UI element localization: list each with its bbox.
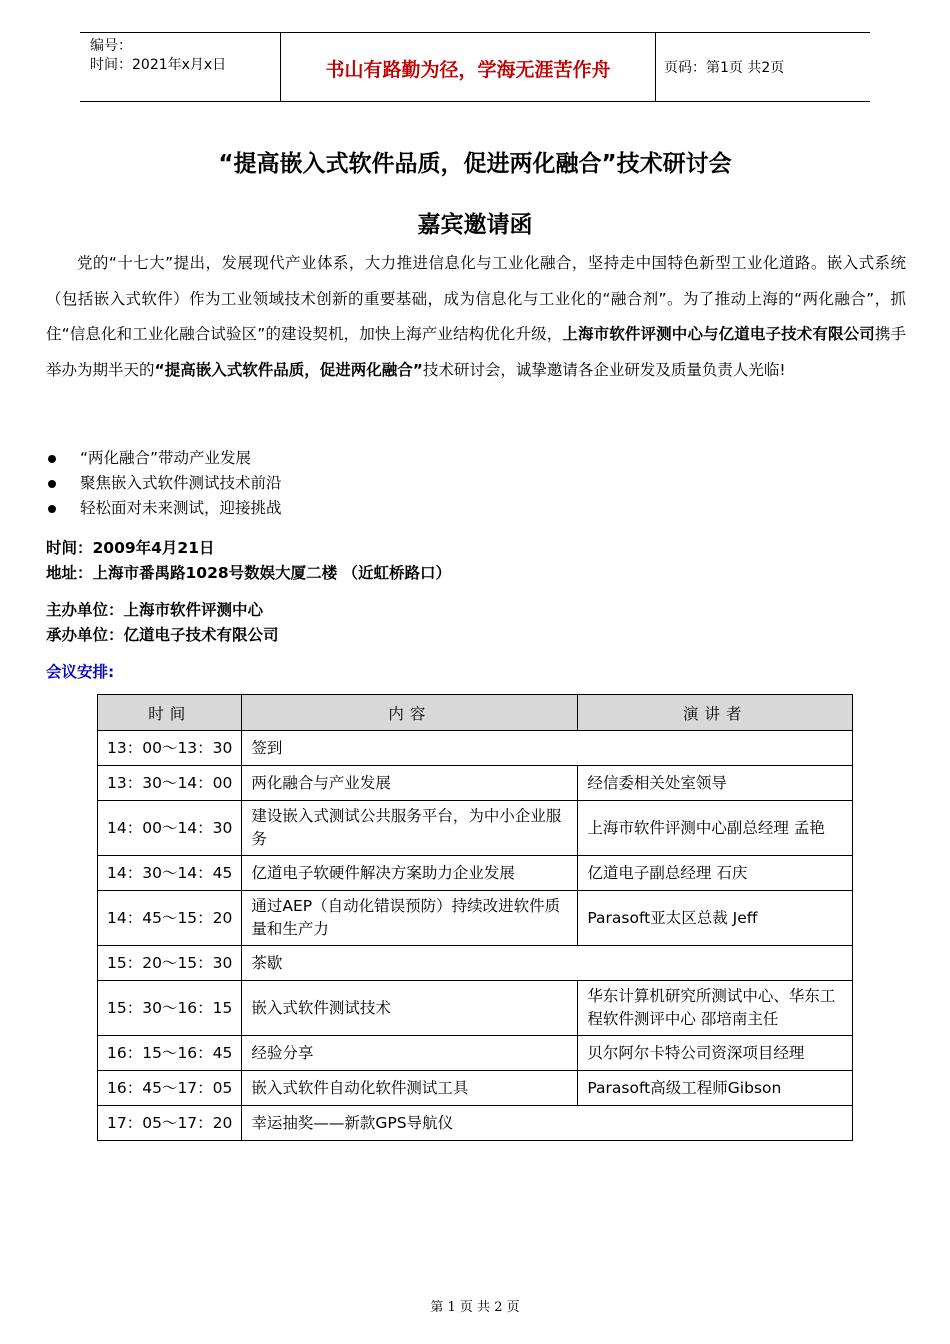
row-time: 16：45～17：05	[98, 1071, 242, 1106]
page-footer: 第 1 页 共 2 页	[430, 1300, 520, 1315]
header-page-info: 页码：第1页 共2页	[664, 60, 785, 76]
table-header-row	[98, 695, 853, 731]
row-time: 13：00～13：30	[98, 731, 242, 766]
table-row	[98, 801, 853, 856]
table-row	[98, 891, 853, 946]
list-item: 轻松面对未来测试，迎接挑战	[46, 496, 282, 521]
table-row	[98, 766, 853, 801]
intro-text-2: 携手举办为期半天的	[46, 325, 906, 379]
row-time: 14：00～14：30	[98, 801, 242, 856]
row-time: 13：30～14：00	[98, 766, 242, 801]
row-speaker: 贝尔阿尔卡特公司资深项目经理	[578, 1036, 853, 1071]
row-speaker: Parasoft高级工程师Gibson	[578, 1071, 853, 1106]
row-time: 14：30～14：45	[98, 856, 242, 891]
row-content: 幸运抽奖——新款GPS导航仪	[242, 1106, 853, 1141]
number-label: 编号：	[90, 38, 132, 54]
event-address: 地址：上海市番禺路1028号数娱大厦二楼 （近虹桥路口）	[46, 564, 452, 582]
event-time: 时间：2009年4月21日	[46, 539, 215, 557]
row-content: 建设嵌入式测试公共服务平台，为中小企业服务	[242, 801, 578, 856]
agenda-heading: 会议安排:	[46, 663, 115, 681]
row-time: 17：05～17：20	[98, 1106, 242, 1141]
document-header	[80, 32, 870, 102]
table-row	[98, 946, 853, 981]
row-speaker: 华东计算机研究所测试中心、华东工程软件测评中心 邵培南主任	[578, 981, 853, 1036]
header-motto: 书山有路勤为径，学海无涯苦作舟	[325, 59, 611, 81]
main-title: “提高嵌入式软件品质，促进两化融合”技术研讨会	[218, 151, 732, 177]
date-label: 时间：2021年x月x日	[90, 57, 227, 73]
highlights-list	[46, 446, 282, 521]
table-row	[98, 981, 853, 1036]
column-header-speaker: 演讲者	[578, 695, 853, 731]
row-content: 两化融合与产业发展	[242, 766, 578, 801]
header-divider	[655, 33, 656, 101]
row-time: 15：20～15：30	[98, 946, 242, 981]
row-content: 嵌入式软件测试技术	[242, 981, 578, 1036]
row-content: 签到	[242, 731, 853, 766]
row-content: 嵌入式软件自动化软件测试工具	[242, 1071, 578, 1106]
list-item: 聚焦嵌入式软件测试技术前沿	[46, 471, 282, 496]
column-header-time: 时间	[98, 695, 242, 731]
organizer-unit: 承办单位：亿道电子技术有限公司	[46, 626, 279, 644]
intro-text-3: 技术研讨会，诚挚邀请各企业研发及质量负责人光临!	[422, 360, 786, 379]
intro-text-1: 党的“十七大”提出，发展现代产业体系，大力推进信息化与工业化融合，坚持走中国特色新型工业化道路。嵌入式系统（包括嵌入式软件）作为工业领域技术创新的重要基础，成为信息化与工业化的“融合剂”。为了推动上海的“两化融合”，抓住“信息化和工业化融合试验区”的建设契机，加快上海产业结构优化升级，	[46, 254, 906, 343]
row-speaker: Parasoft亚太区总裁 Jeff	[578, 891, 853, 946]
row-time: 16：15～16：45	[98, 1036, 242, 1071]
row-content: 经验分享	[242, 1036, 578, 1071]
list-item: “两化融合”带动产业发展	[46, 446, 282, 471]
row-speaker: 亿道电子副总经理 石庆	[578, 856, 853, 891]
table-row	[98, 1106, 853, 1141]
event-name-bold: “提高嵌入式软件品质，促进两化融合”	[154, 360, 423, 379]
table-row	[98, 731, 853, 766]
column-header-content: 内容	[242, 695, 578, 731]
organizers-bold: 上海市软件评测中心与亿道电子技术有限公司	[562, 325, 875, 343]
row-speaker: 上海市软件评测中心副总经理 孟艳	[578, 801, 853, 856]
row-speaker: 经信委相关处室领导	[578, 766, 853, 801]
row-content: 亿道电子软硬件解决方案助力企业发展	[242, 856, 578, 891]
header-meta	[90, 37, 226, 75]
host-unit: 主办单位：上海市软件评测中心	[46, 601, 264, 619]
intro-paragraph	[46, 246, 906, 388]
row-content: 茶歇	[242, 946, 853, 981]
header-divider	[280, 33, 281, 101]
schedule-table	[97, 694, 853, 1141]
table-row	[98, 1071, 853, 1106]
table-row	[98, 1036, 853, 1071]
subtitle: 嘉宾邀请函	[417, 212, 533, 238]
row-content: 通过AEP（自动化错误预防）持续改进软件质量和生产力	[242, 891, 578, 946]
row-time: 14：45～15：20	[98, 891, 242, 946]
row-time: 15：30～16：15	[98, 981, 242, 1036]
table-row	[98, 856, 853, 891]
